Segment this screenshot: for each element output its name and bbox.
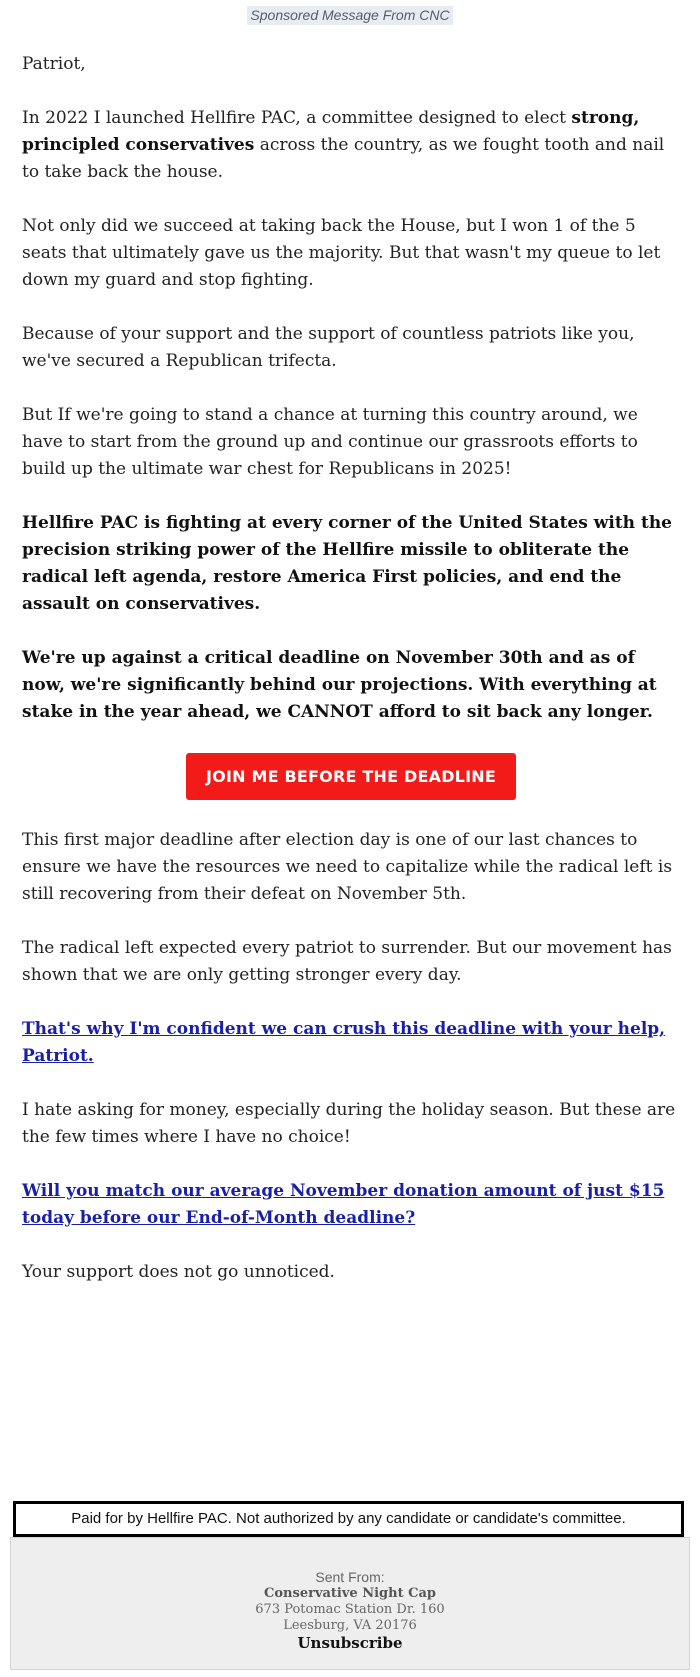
paragraph-asking: I hate asking for money, especially during the holiday season. But these are the few times where I have no choice! (22, 1100, 676, 1147)
unsubscribe-link[interactable]: Unsubscribe (297, 1634, 403, 1652)
greeting: Patriot, (22, 54, 86, 74)
sender-address-line1: 673 Potomac Station Dr. 160 (255, 1602, 445, 1617)
match-donation-link[interactable]: Will you match our average November donation amount of just $15 today before our End-of-Month deadline? (22, 1181, 665, 1228)
join-deadline-button[interactable]: JOIN ME BEFORE THE DEADLINE (186, 753, 516, 800)
paragraph-deadline: We're up against a critical deadline on November 30th and as of now, we're significantly behind our projections. With everything at stake in the year ahead, we CANNOT afford to sit back any longer. (22, 648, 657, 722)
sponsor-label: Sponsored Message From CNC (247, 6, 452, 25)
cta-row (22, 753, 680, 800)
sponsor-bar (0, 6, 700, 25)
paragraph-hellfire-mission: Hellfire PAC is fighting at every corner of the United States with the precision striking power of the Hellfire missile to obliterate the radical left agenda, restore America First policies, and end the assault on conservatives. (22, 513, 672, 614)
confident-link[interactable]: That's why I'm confident we can crush this deadline with your help, Patriot. (22, 1019, 666, 1066)
footer (10, 1537, 690, 1670)
sender-organization: Conservative Night Cap (264, 1586, 436, 1601)
paragraph-surrender: The radical left expected every patriot to surrender. But our movement has shown that we are only getting stronger every day. (22, 938, 672, 985)
paragraph-house: Not only did we succeed at taking back the House, but I won 1 of the 5 seats that ultimately gave us the majority. But that wasn't my queue to let down my guard and stop fighting. (22, 216, 661, 290)
paid-for-disclaimer: Paid for by Hellfire PAC. Not authorized by any candidate or candidate's committee. (13, 1501, 684, 1537)
paragraph-support: Your support does not go unnoticed. (22, 1262, 335, 1282)
paragraph-match-link-wrap (22, 1178, 680, 1232)
paragraph-first-deadline: This first major deadline after election day is one of our last chances to ensure we have the resources we need to capitalize while the radical left is still recovering from their defeat on November 5th. (22, 830, 673, 904)
sender-address-line2: Leesburg, VA 20176 (283, 1618, 417, 1633)
paragraph-launch-emphasis: strong, principled conservatives (22, 108, 640, 155)
paragraph-launch-end: across the country, as we fought tooth and nail to take back the house. (22, 135, 665, 182)
sent-from-label: Sent From: (315, 1569, 385, 1585)
paragraph-confident-link-wrap (22, 1016, 680, 1070)
paragraph-launch (22, 105, 680, 186)
email-body (22, 51, 680, 1313)
paragraph-grassroots: But If we're going to stand a chance at turning this country around, we have to start from the ground up and continue our grassroots efforts to build up the ultimate war chest for Republicans in 2025! (22, 405, 638, 479)
paragraph-trifecta: Because of your support and the support of countless patriots like you, we've secured a Republican trifecta. (22, 324, 635, 371)
paragraph-launch-start: In 2022 I launched Hellfire PAC, a committee designed to elect (22, 108, 572, 128)
